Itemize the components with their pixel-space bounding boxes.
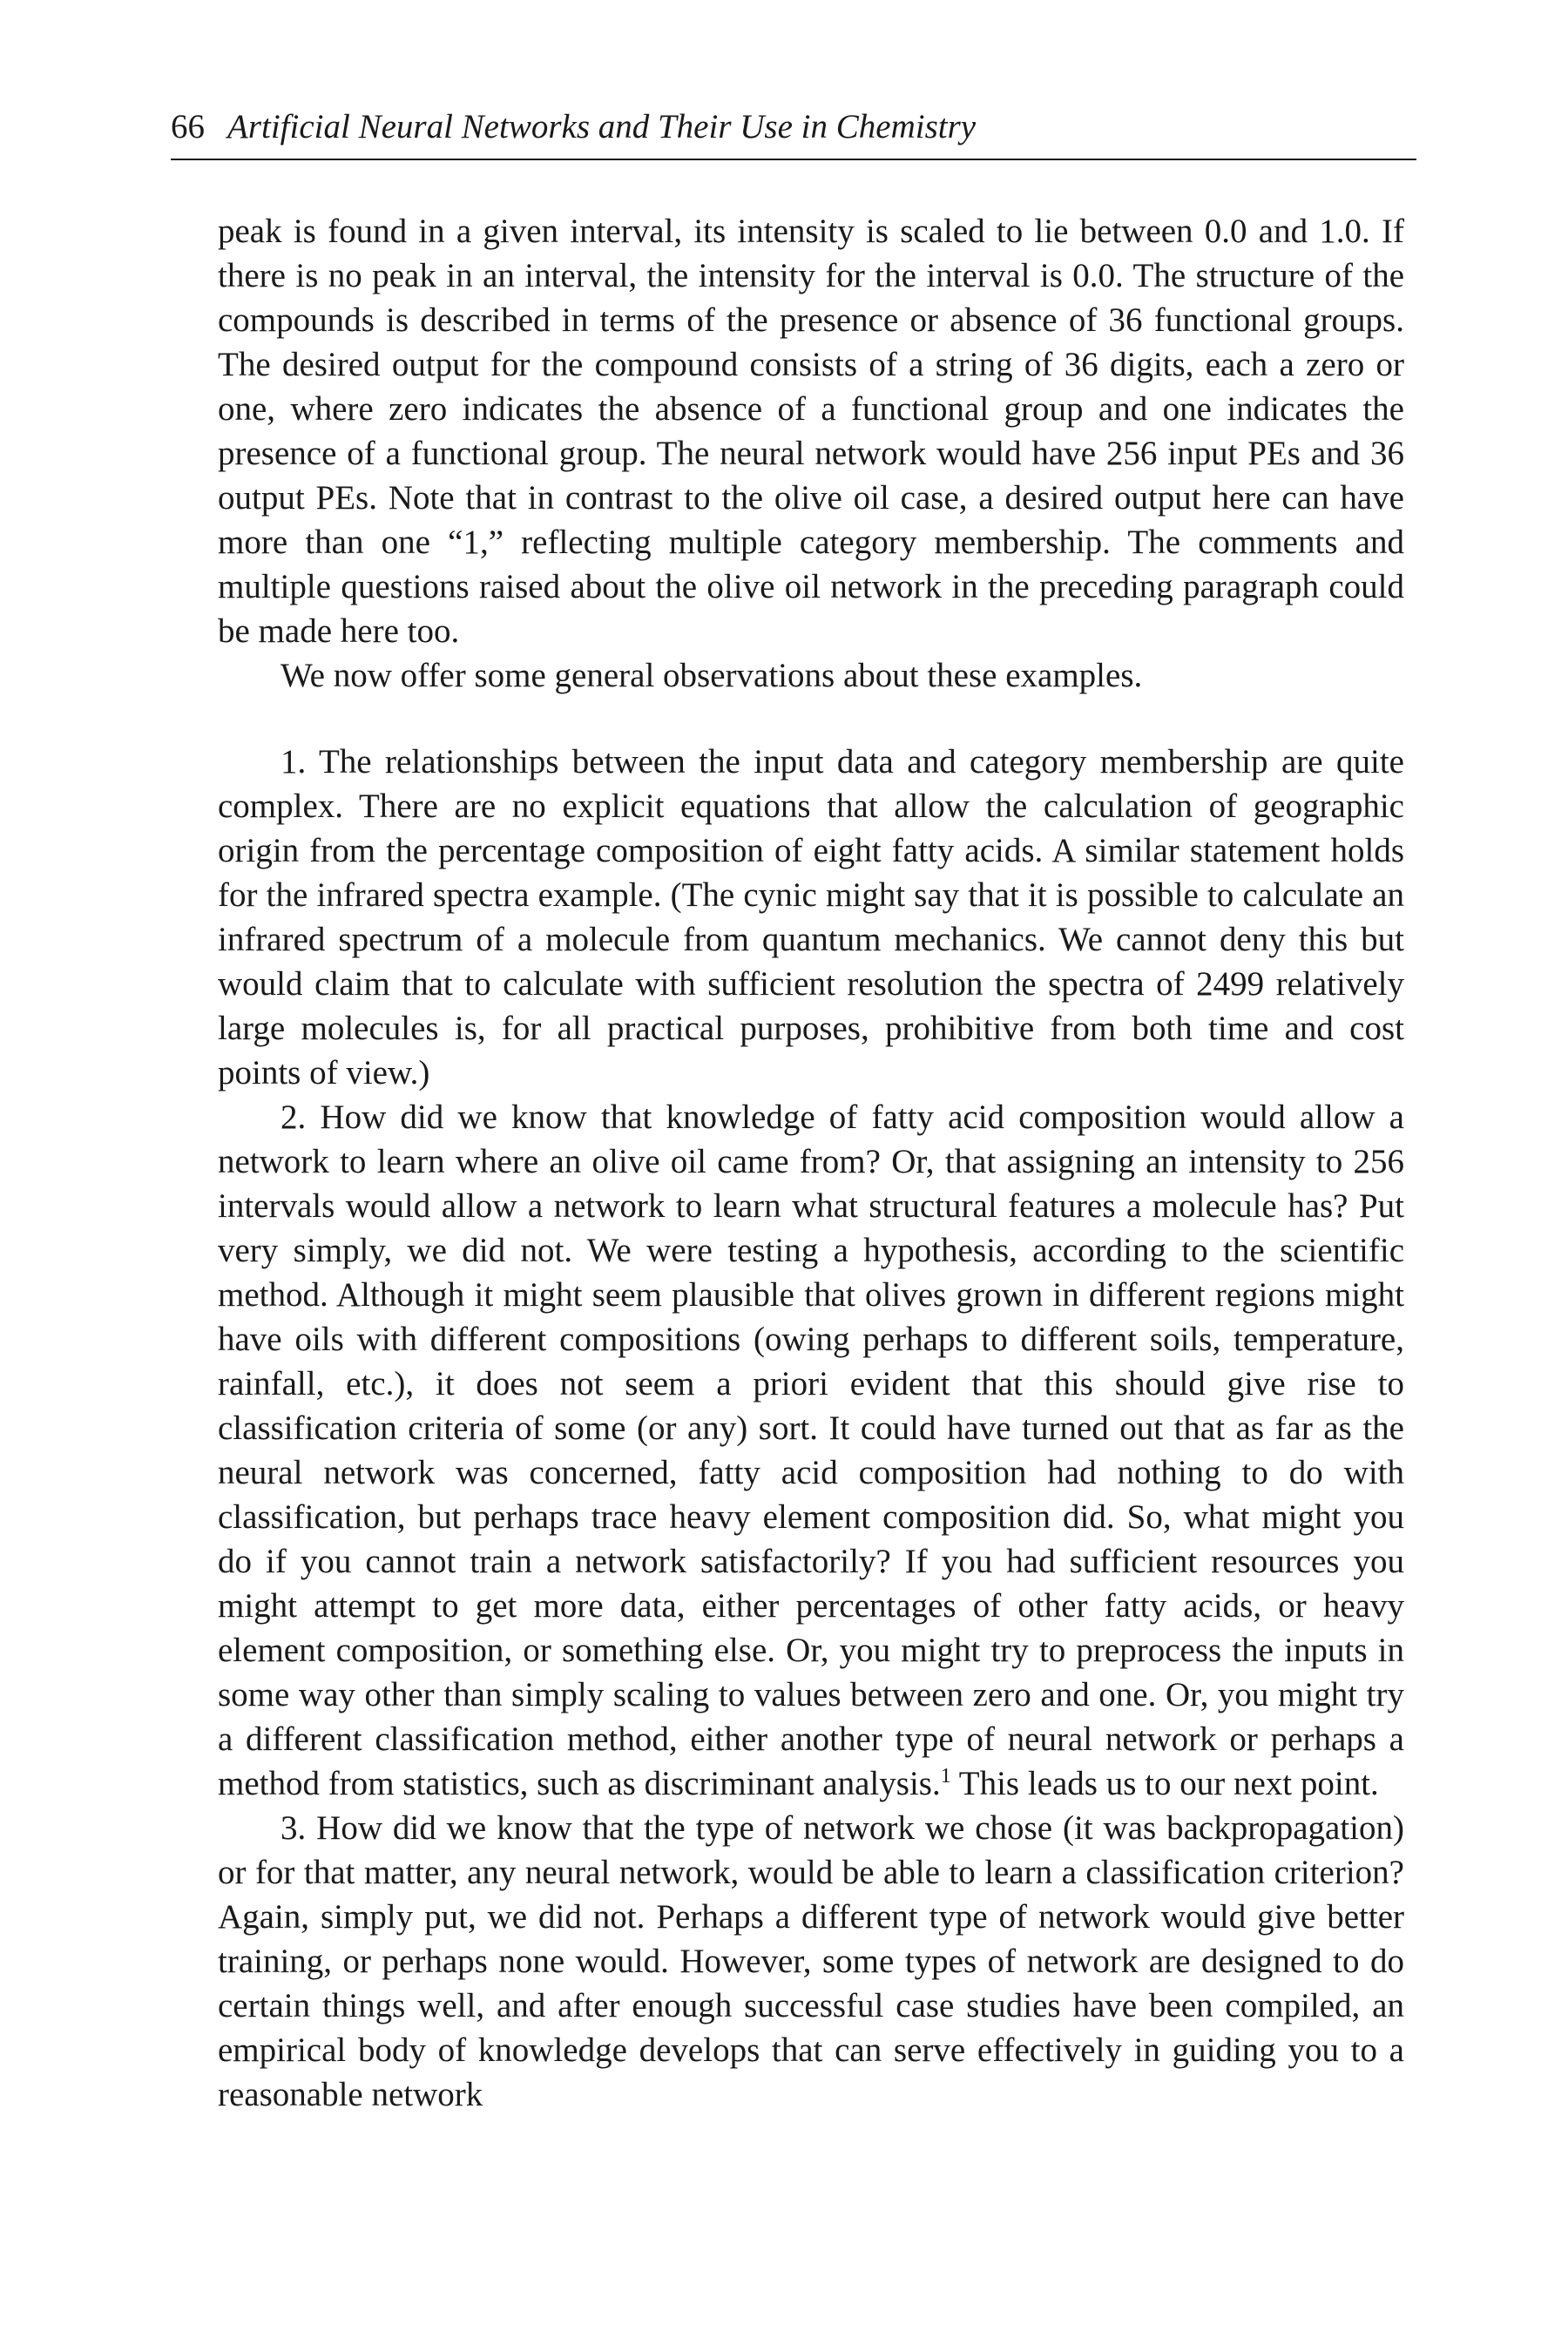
body-text bbox=[218, 209, 1404, 2117]
footnote-reference: 1 bbox=[940, 1765, 951, 1788]
list-item-2-text: 2. How did we know that knowledge of fatty acid composition would allow a network to learn where an olive oil came from? Or, that assigning an intensity to 256 intervals would allow a network to learn what structural features a molecule has? Put very simply, we did not. We were testing a hypothesis, according to the scientific method. Although it might seem plausible that olives grown in different regions might have oils with different compositions (owing perhaps to different soils, temperature, rainfall, etc.), it does not seem a priori evident that this should give rise to classification criteria of some (or any) sort. It could have turned out that as far as the neural network was concerned, fatty acid composition had nothing to do with classification, but perhaps trace heavy element composition did. So, what might you do if you cannot train a network satisfactorily? If you had sufficient resources you might attempt to get more data, either percentages of other fatty acids, or heavy element composition, or something else. Or, you might try to preprocess the inputs in some way other than simply scaling to values between zero and one. Or, you might try a different classification method, either another type of neural network or perhaps a method from statistics, such as discriminant analysis. bbox=[218, 1098, 1404, 1802]
list-item-1: 1. The relationships between the input data and category membership are quite complex. There are no explicit equations that allow the calculation of geographic origin from the percentage composition of eight fatty acids. A similar statement holds for the infrared spectra example. (The cynic might say that it is possible to calculate an infrared spectrum of a molecule from quantum mechanics. We cannot deny this but would claim that to calculate with sufficient resolution the spectra of 2499 relatively large molecules is, for all practical purposes, prohibitive from both time and cost points of view.) bbox=[218, 743, 1404, 1092]
list-item-2 bbox=[218, 1095, 1404, 1806]
page-number: 66 bbox=[171, 108, 205, 145]
running-title: Artificial Neural Networks and Their Use in Chemistry bbox=[227, 108, 977, 145]
paragraph-intro: We now offer some general observations about these examples. bbox=[280, 657, 1143, 694]
list-item-2-tail: This leads us to our next point. bbox=[950, 1765, 1379, 1802]
paragraph-continuation: peak is found in a given interval, its intensity is scaled to lie between 0.0 and 1.0. If there is no peak in an interval, the intensity for the interval is 0.0. The structure of the compounds is described in terms of the presence or absence of 36 functional groups. The desired output for the compound consists of a string of 36 digits, each a zero or one, where zero indicates the absence of a functional group and one indicates the presence of a functional group. The neural network would have 256 input PEs and 36 output PEs. Note that in contrast to the olive oil case, a desired output here can have more than one “1,” reflecting multiple category membership. The comments and multiple questions raised about the olive oil network in the preceding paragraph could be made here too. bbox=[218, 213, 1404, 650]
running-header bbox=[171, 108, 1416, 160]
list-item-3: 3. How did we know that the type of network we chose (it was backpropagation) or for that matter, any neural network, would be able to learn a classification criterion? Again, simply put, we did not. Perhaps a different type of network would give better training, or perhaps none would. However, some types of network are designed to do certain things well, and after enough successful case studies have been compiled, an empirical body of knowledge develops that can serve effectively in guiding you to a reasonable network bbox=[218, 1809, 1404, 2113]
